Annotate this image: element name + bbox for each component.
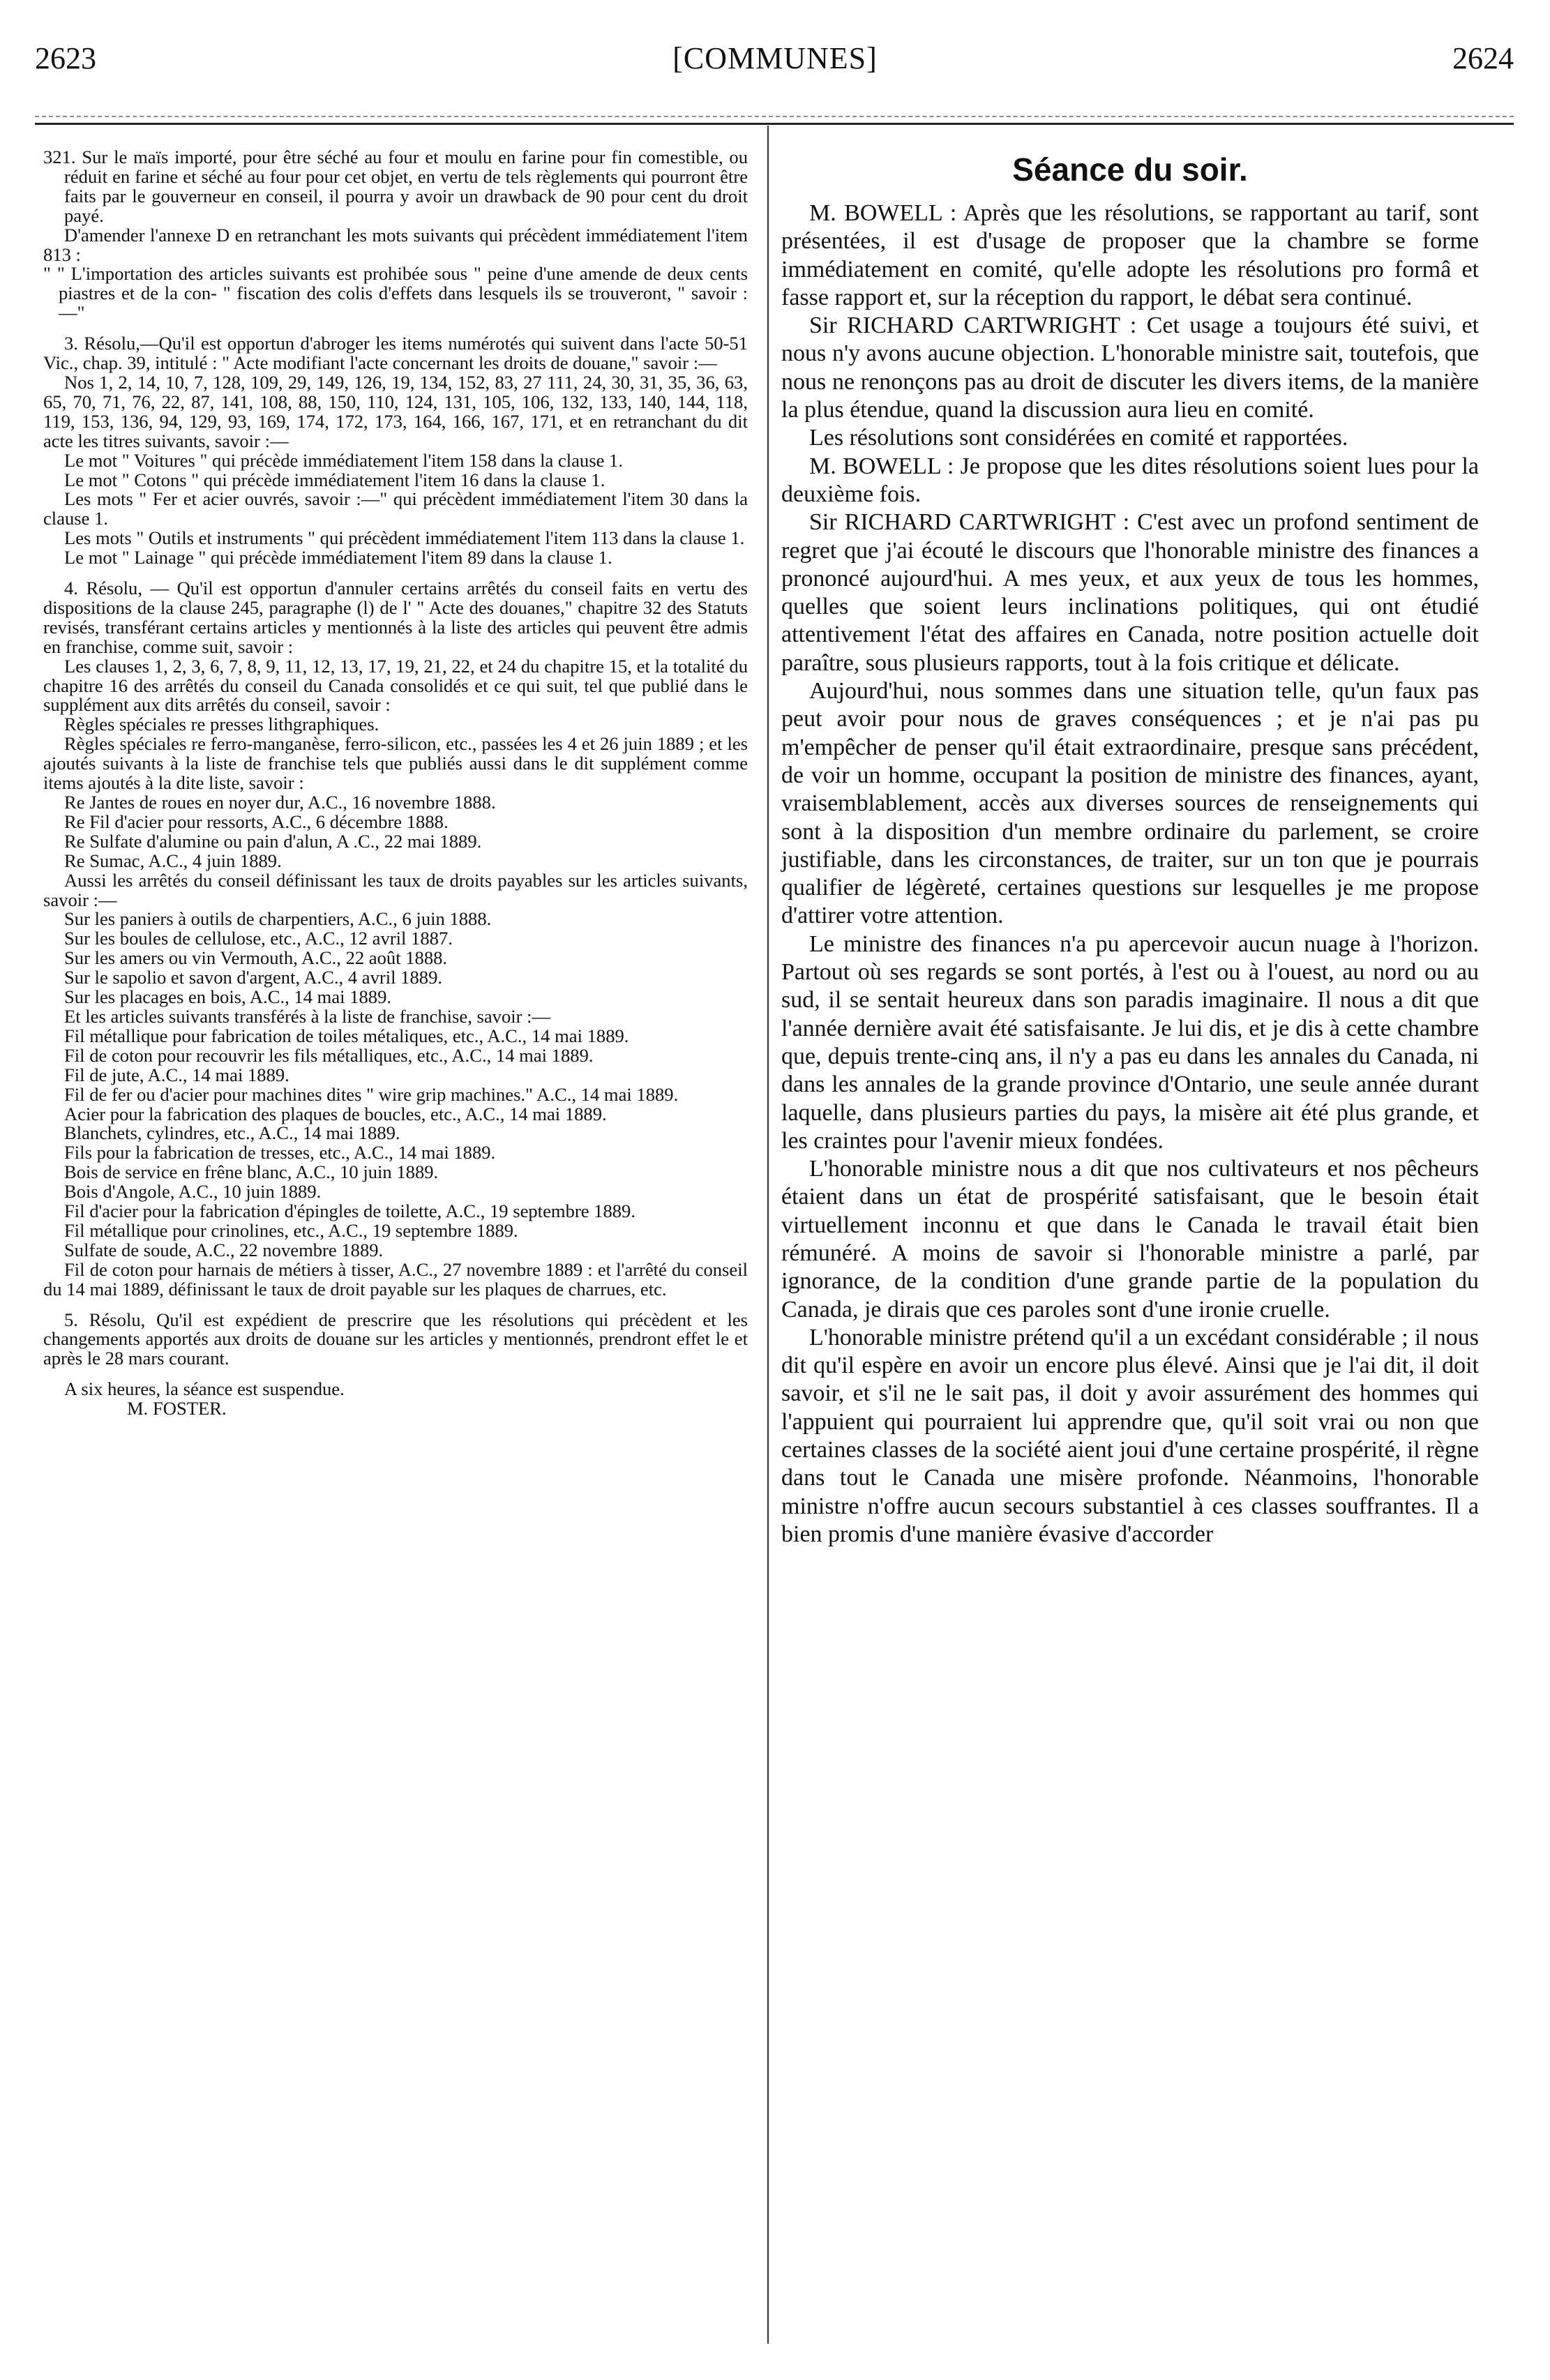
- page-title: [COMMUNES]: [672, 41, 878, 75]
- right-paragraph: Les résolutions sont considérées en comité et rapportées.: [809, 425, 1348, 451]
- right-paragraph: Sir RICHARD CARTWRIGHT : C'est avec un profond sentiment de regret que j'ai écouté le discours que l'honorable ministre des finances a prononcé aujourd'hui. A mes yeux, et aux yeux de tous les hommes, quelles que soient leurs inclinations politiques, qui ont étudié attentivement l'état des affaires en Canada, notre position actuelle doit paraître, sous plusieurs rapports, tout à la fois critique et délicate.: [781, 509, 1479, 676]
- column-divider: [767, 126, 769, 2344]
- left-paragraph: Sulfate de soude, A.C., 22 novembre 1889.: [64, 1239, 384, 1260]
- left-paragraph: Fil métallique pour fabrication de toiles métaliques, etc., A.C., 14 mai 1889.: [64, 1025, 629, 1046]
- left-paragraph: Fil de coton pour recouvrir les fils métalliques, etc., A.C., 14 mai 1889.: [64, 1044, 594, 1066]
- left-paragraph: Sur les boules de cellulose, etc., A.C., 12 avril 1887.: [64, 928, 453, 949]
- left-paragraph: 321. Sur le maïs importé, pour être séché au four et moulu en farine pour fin comestible, ou réduit en farine et séché au four pour cet objet, en vertu de tels règlements qui pourront être faits par le gouverneur en conseil, il pourra y avoir un drawback de 90 pour cent du droit payé.: [43, 146, 748, 226]
- header-rule: [35, 123, 1514, 125]
- page-header: [0, 40, 1550, 89]
- right-paragraph: L'honorable ministre prétend qu'il a un excédant considérable ; il nous dit qu'il espère en avoir un encore plus élevé. Ainsi que je l'ai dit, il doit savoir, et s'il ne le sait pas, il doit y avoir assurément des hommes qui l'appuient qui pourraient lui apprendre que, qu'il soit vrai ou non que certaines classes de la société aient joui d'une certaine prospérité, il règne dans tout le Canada une misère profonde. Néanmoins, l'honorable ministre n'offre aucun secours substantiel à ces classes souffrantes. Il a bien promis d'une manière évasive d'accorder: [781, 1324, 1479, 1547]
- left-paragraph: Re Fil d'acier pour ressorts, A.C., 6 décembre 1888.: [64, 811, 449, 832]
- left-paragraph: Re Sulfate d'alumine ou pain d'alun, A .C., 22 mai 1889.: [64, 830, 482, 852]
- left-paragraph: Le mot " Cotons " qui précède immédiatement l'item 16 dans la clause 1.: [64, 469, 605, 490]
- left-paragraph: Et les articles suivants transférés à la liste de franchise, savoir :—: [64, 1005, 551, 1027]
- left-paragraph: Fil de fer ou d'acier pour machines dites " wire grip machines." A.C., 14 mai 1889.: [64, 1083, 679, 1105]
- header-dashed-rule: [35, 116, 1514, 117]
- left-paragraph: Les clauses 1, 2, 3, 6, 7, 8, 9, 11, 12, 13, 17, 19, 21, 22, et 24 du chapitre 15, et la totalité du chapitre 16 des arrêtés du conseil du Canada consolidés et ce qui suit, tel que publié dans le supplément aux dits arrêtés du conseil, savoir :: [43, 655, 748, 716]
- left-paragraph: Aussi les arrêtés du conseil définissant les taux de droits payables sur les articles suivants, savoir :—: [43, 869, 748, 910]
- left-paragraph: Re Jantes de roues en noyer dur, A.C., 16 novembre 1888.: [64, 792, 496, 813]
- left-paragraph: Les mots " Outils et instruments " qui précèdent immédiatement l'item 113 dans la clause 1.: [64, 527, 745, 549]
- left-paragraph: Sur les amers ou vin Vermouth, A.C., 22 août 1888.: [64, 947, 448, 969]
- left-paragraph: Acier pour la fabrication des plaques de boucles, etc., A.C., 14 mai 1889.: [64, 1103, 607, 1124]
- left-paragraph: Re Sumac, A.C., 4 juin 1889.: [64, 850, 282, 871]
- left-paragraph: Blanchets, cylindres, etc., A.C., 14 mai 1889.: [64, 1122, 400, 1144]
- right-column: [781, 148, 1479, 1549]
- right-paragraph: M. BOWELL : Je propose que les dites résolutions soient lues pour la deuxième fois.: [781, 453, 1479, 507]
- left-paragraph: Règles spéciales re ferro-manganèse, ferro-silicon, etc., passées les 4 et 26 juin 1889 ; et les ajoutés suivants à la liste de franchise tels que publiés aussi dans le dit supplément comme items ajoutés à la dite liste, savoir :: [43, 733, 748, 794]
- right-paragraph: Le ministre des finances n'a pu apercevoir aucun nuage à l'horizon. Partout où ses regards se sont portés, à l'est ou à l'ouest, au nord ou au sud, il se sentait heureux dans son paradis imaginaire. Il nous a dit que l'année dernière avait été satisfaisante. Je lui dis, et je dis à cette chambre que, depuis trente-cinq ans, il n'y a pas eu dans les annales du Canada, ni dans les annales de la grande province d'Ontario, une seule année durant laquelle, dans plusieurs parties du pays, la misère ait été plus grande, et les craintes pour l'avenir mieux fondées.: [781, 931, 1479, 1154]
- left-paragraph: Le mot " Voitures " qui précède immédiatement l'item 158 dans la clause 1.: [64, 449, 623, 471]
- left-paragraph: 5. Résolu, Qu'il est expédient de prescrire que les résolutions qui précèdent et les changements apportés aux droits de douane sur les articles y mentionnés, prendront effet le et après le 28 mars courant.: [43, 1309, 748, 1369]
- left-paragraph: Fil métallique pour crinolines, etc., A.C., 19 septembre 1889.: [64, 1219, 518, 1241]
- left-paragraph: Sur les placages en bois, A.C., 14 mai 1889.: [64, 986, 392, 1008]
- left-paragraph: Fil de jute, A.C., 14 mai 1889.: [64, 1064, 289, 1085]
- right-paragraph: Aujourd'hui, nous sommes dans une situation telle, qu'un faux pas peut avoir pour nous de graves conséquences ; et je n'ai pas pu m'empêcher de penser qu'il était extraordinaire, presque sans précédent, de voir un homme, occupant la position de ministre des finances, ayant, vraisemblablement, accès aux diverses sources de renseignements qui sont à la disposition d'un membre ordinaire du parlement, se croire justifiable, dans les circonstances, de traiter, sur un ton que je pourrais qualifier de légèreté, certaines questions sur lesquelles je me propose d'attirer votre attention.: [781, 678, 1479, 929]
- left-paragraph: Fils pour la fabrication de tresses, etc., A.C., 14 mai 1889.: [64, 1142, 496, 1163]
- right-page-number: 2624: [1452, 41, 1514, 75]
- left-page-number: 2623: [35, 41, 96, 75]
- right-paragraphs: [781, 199, 1479, 1549]
- right-paragraph: Sir RICHARD CARTWRIGHT : Cet usage a toujours été suivi, et nous n'y avons aucune objection. L'honorable ministre sait, toutefois, que nous ne renonçons pas au droit de discuter les divers items, de la manière la plus étendue, quand la discussion aura lieu en comité.: [781, 312, 1479, 423]
- left-paragraph: Sur le sapolio et savon d'argent, A.C., 4 avril 1889.: [64, 967, 443, 988]
- left-paragraph: Le mot " Lainage " qui précède immédiatement l'item 89 dans la clause 1.: [64, 547, 612, 568]
- left-paragraph: Bois de service en frêne blanc, A.C., 10 juin 1889.: [64, 1161, 439, 1183]
- left-paragraph: D'amender l'annexe D en retranchant les mots suivants qui précèdent immédiatement l'item 813 :: [43, 224, 748, 265]
- left-column: [43, 148, 748, 1419]
- section-heading: Séance du soir.: [1012, 151, 1248, 188]
- left-paragraph: Bois d'Angole, A.C., 10 juin 1889.: [64, 1181, 322, 1203]
- left-paragraph: M. FOSTER.: [127, 1398, 227, 1419]
- right-paragraph: M. BOWELL : Après que les résolutions, se rapportant au tarif, sont présentées, il est d'usage de proposer que la chambre se forme immédiatement en comité, qu'elle adopte les résolutions pro formâ et fasse rapport et, sur la réception du rapport, le débat sera continué.: [781, 200, 1479, 310]
- left-paragraph: Règles spéciales re presses lithgraphiques.: [64, 714, 379, 735]
- left-paragraph: Sur les paniers à outils de charpentiers, A.C., 6 juin 1888.: [64, 908, 492, 930]
- right-paragraph: L'honorable ministre nous a dit que nos cultivateurs et nos pêcheurs étaient dans un état de prospérité satisfaisant, que le besoin était virtuellement inconnu et que dans le Canada le travail était bien rémunéré. A moins de savoir si l'honorable ministre a parlé, par ignorance, de la condition d'une grande partie de la population du Canada, je dirais que ces paroles sont d'une ironie cruelle.: [781, 1156, 1479, 1323]
- left-paragraph: 4. Résolu, — Qu'il est opportun d'annuler certains arrêtés du conseil faits en vertu des dispositions de la clause 245, paragraphe (l) de l' " Acte des douanes," chapitre 32 des Statuts revisés, transférant certains articles y mentionnés à la liste des articles qui peuvent être admis en franchise, comme suit, savoir :: [43, 578, 748, 657]
- left-paragraph: " " L'importation des articles suivants est prohibée sous " peine d'une amende de deux cents piastres et de la con- " fiscation des colis d'effets dans lesquels ils se trouveront, " savoir :—": [43, 263, 748, 324]
- left-paragraph: Fil d'acier pour la fabrication d'épingles de toilette, A.C., 19 septembre 1889.: [64, 1200, 636, 1222]
- left-paragraph: A six heures, la séance est suspendue.: [64, 1378, 345, 1400]
- left-paragraph: Les mots " Fer et acier ouvrés, savoir :—" qui précèdent immédiatement l'item 30 dans la clause 1.: [43, 488, 748, 529]
- left-paragraph: Nos 1, 2, 14, 10, 7, 128, 109, 29, 149, 126, 19, 134, 152, 83, 27 111, 24, 30, 31, 35, 36, 63, 65, 70, 71, 76, 22, 87, 141, 108, 88, 150, 110, 124, 131, 105, 106, 132, 133, 140, 144, 118, 119, 153, 136, 94, 129, 93, 169, 174, 172, 173, 164, 166, 167, 171, et en retranchant du dit acte les titres suivants, savoir :—: [43, 371, 748, 451]
- left-paragraph: Fil de coton pour harnais de métiers à tisser, A.C., 27 novembre 1889 : et l'arrêté du conseil du 14 mai 1889, définissant le taux de droit payable sur les plaques de charrues, etc.: [43, 1258, 748, 1300]
- left-paragraph: 3. Résolu,—Qu'il est opportun d'abroger les items numérotés qui suivent dans l'acte 50-51 Vic., chap. 39, intitulé : " Acte modifiant l'acte concernant les droits de douane," savoir :—: [43, 333, 748, 374]
